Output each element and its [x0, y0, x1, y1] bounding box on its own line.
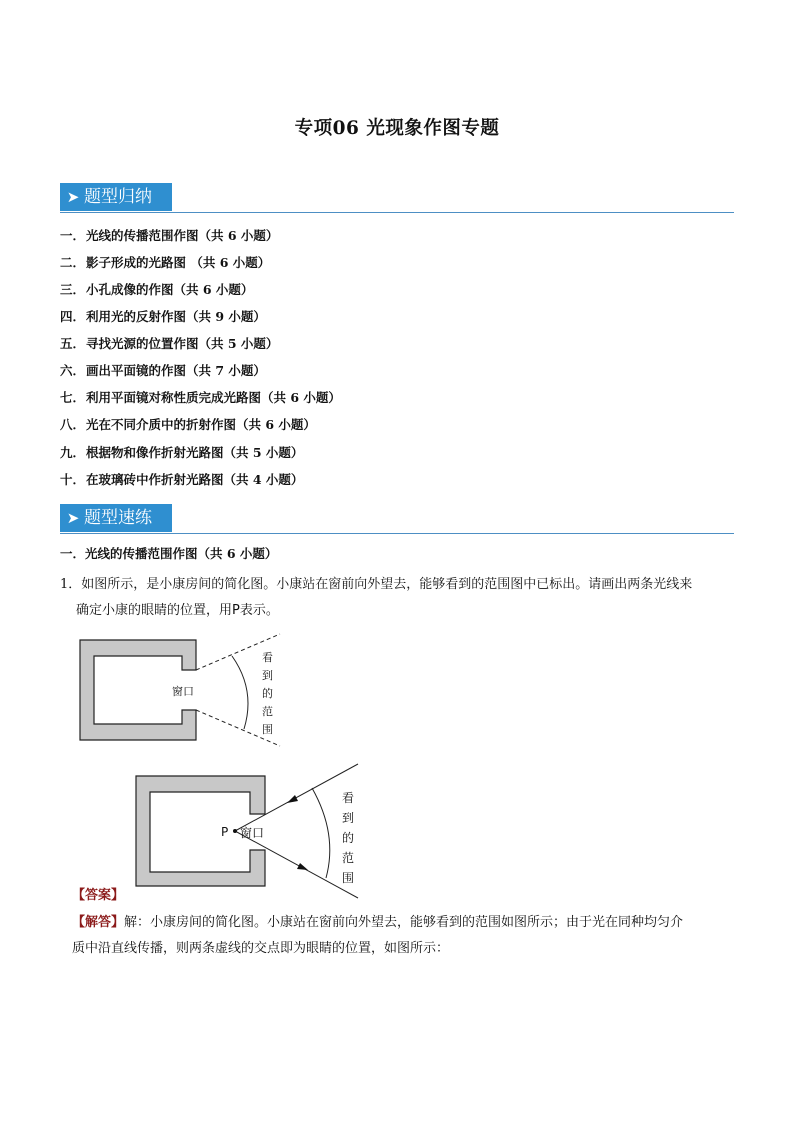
toc-number: 十． — [60, 472, 86, 487]
window-label: 窗口 — [172, 685, 194, 698]
toc-text: 光线的传播范围作图（共 6 小题） — [86, 228, 279, 243]
figure-answer — [120, 760, 370, 902]
arrow-icon — [287, 795, 298, 803]
range-label-char: 围 — [262, 723, 273, 736]
section-tag — [60, 504, 172, 532]
range-arc — [232, 656, 248, 729]
toc-text: 影子形成的光路图 （共 6 小题） — [86, 255, 271, 270]
toc-text: 利用光的反射作图（共 9 小题） — [86, 309, 266, 324]
toc-number: 一． — [60, 228, 86, 243]
range-label-char: 看 — [262, 651, 273, 664]
toc-item — [60, 362, 266, 380]
question-1 — [60, 572, 740, 624]
toc-item — [60, 444, 303, 462]
section-label: 题型速练 — [84, 508, 152, 528]
explanation-line2: 质中沿直线传播，则两条虚线的交点即为眼睛的位置，如图所示： — [72, 941, 450, 956]
range-label-char: 范 — [342, 851, 355, 865]
range-label-char: 到 — [262, 669, 273, 682]
toc-text: 根据物和像作折射光路图（共 5 小题） — [86, 445, 304, 460]
range-label-char: 范 — [262, 705, 273, 718]
question-text-line2: 确定小康的眼睛的位置，用P表示。 — [76, 603, 279, 618]
section-header-practice — [60, 504, 734, 534]
range-label-char: 围 — [342, 871, 355, 885]
toc-item — [60, 471, 303, 489]
range-arc — [312, 788, 330, 878]
toc-item — [60, 416, 316, 434]
explanation-tag: 【解答】 — [72, 915, 125, 930]
practice-sub-heading: 一．光线的传播范围作图（共 6 小题） — [60, 546, 278, 561]
toc-text: 光在不同介质中的折射作图（共 6 小题） — [86, 417, 316, 432]
explanation — [72, 910, 740, 962]
toc-number: 六． — [60, 363, 86, 378]
arrow-right-icon: ➤ — [66, 188, 80, 206]
toc-number: 八． — [60, 417, 86, 432]
point-p-marker — [233, 829, 237, 833]
question-number: 1． — [60, 577, 82, 592]
range-label-char: 看 — [342, 791, 355, 805]
answer-label: 【答案】 — [72, 888, 125, 903]
section-divider — [60, 533, 734, 534]
toc-number: 七． — [60, 390, 86, 405]
toc-text: 利用平面镜对称性质完成光路图（共 6 小题） — [86, 390, 341, 405]
figure-room-range — [60, 632, 300, 752]
toc-number: 三． — [60, 282, 86, 297]
section-divider — [60, 212, 734, 213]
toc-number: 四． — [60, 309, 86, 324]
toc-number: 九． — [60, 445, 86, 460]
section-header-summary — [60, 183, 734, 213]
toc-item — [60, 281, 253, 299]
toc-item — [60, 308, 266, 326]
toc-item — [60, 227, 278, 245]
toc-text: 寻找光源的位置作图（共 5 小题） — [86, 336, 279, 351]
toc-number: 五． — [60, 336, 86, 351]
range-label-char: 到 — [342, 811, 355, 825]
toc-number: 二． — [60, 255, 86, 270]
toc-item — [60, 254, 270, 272]
range-label-char: 的 — [262, 687, 273, 700]
toc-text: 画出平面镜的作图（共 7 小题） — [86, 363, 266, 378]
point-p-label: P — [221, 825, 229, 839]
toc-text: 在玻璃砖中作折射光路图（共 4 小题） — [86, 472, 304, 487]
toc-text: 小孔成像的作图（共 6 小题） — [86, 282, 254, 297]
section-label: 题型归纳 — [84, 187, 152, 207]
question-text-line1: 如图所示，是小康房间的简化图。小康站在窗前向外望去，能够看到的范围图中已标出。请画出两条光线来 — [81, 577, 693, 592]
toc-item — [60, 335, 278, 353]
window-label: 窗口 — [240, 826, 265, 840]
toc-item — [60, 389, 341, 407]
arrow-right-icon: ➤ — [66, 509, 80, 527]
range-label-char: 的 — [342, 831, 355, 845]
page-title: 专项06 光现象作图专题 — [294, 118, 500, 139]
explanation-line1: 解：小康房间的简化图。小康站在窗前向外望去，能够看到的范围如图所示；由于光在同种均匀介 — [124, 915, 684, 930]
arrow-icon — [297, 863, 308, 870]
section-tag — [60, 183, 172, 211]
